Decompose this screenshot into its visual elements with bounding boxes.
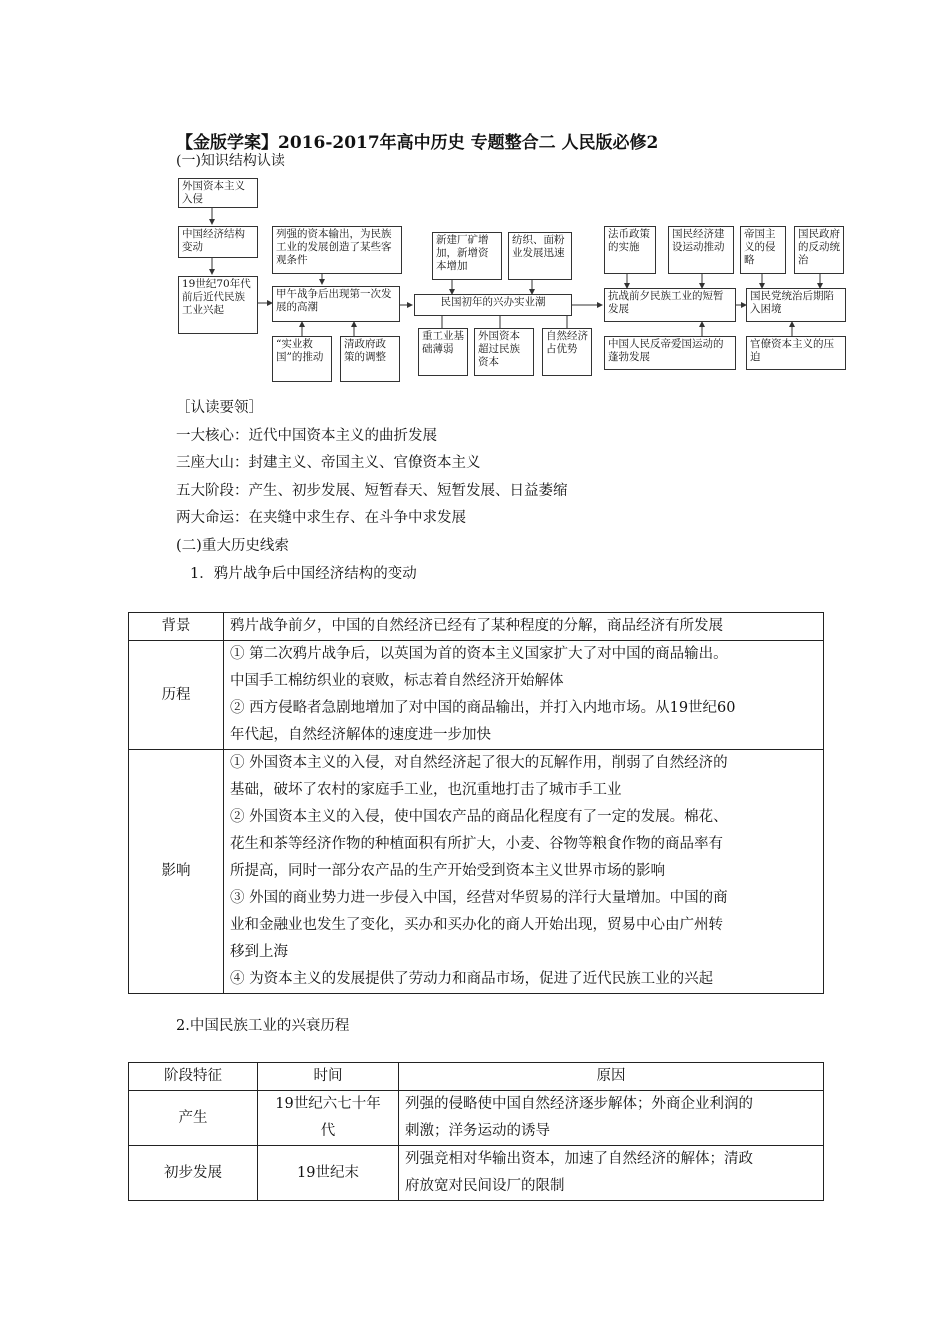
diagram-box: 清政府政策的调整 <box>340 336 400 382</box>
row-label: 历程 <box>129 641 224 750</box>
diagram-box: 甲午战争后出现第一次发展的高潮 <box>272 286 400 322</box>
content-line: 基础，破坏了农村的家庭手工业，也沉重地打击了城市手工业 <box>230 782 622 798</box>
note-line: 两大命运：在夹缝中求生存、在斗争中求发展 <box>176 510 466 526</box>
diagram-box: 重工业基础薄弱 <box>418 328 468 376</box>
section-heading-clues: (二)重大历史线索 <box>176 538 289 554</box>
stage-cell: 初步发展 <box>129 1146 258 1201</box>
diagram-box: 抗战前夕民族工业的短暂发展 <box>604 288 736 322</box>
notes-heading: ［认读要领］ <box>176 400 263 416</box>
row-label: 背景 <box>129 613 224 641</box>
table-row <box>129 750 824 994</box>
time-cell <box>258 1146 399 1201</box>
content-line: 移到上海 <box>230 944 288 960</box>
content-line: 中国手工棉纺织业的衰败，标志着自然经济开始解体 <box>230 673 564 689</box>
note-line: 一大核心：近代中国资本主义的曲折发展 <box>176 428 437 444</box>
table-row <box>129 641 824 750</box>
diagram-box: 新建厂矿增加，新增资本增加 <box>432 232 502 280</box>
row-content <box>224 613 824 641</box>
content-line: ② 西方侵略者急剧地增加了对中国的商品输出，并打入内地市场。从19世纪60 <box>230 700 736 716</box>
content-line: ③ 外国的商业势力进一步侵入中国，经营对华贸易的洋行大量增加。中国的商 <box>230 890 728 906</box>
time-cell <box>258 1091 399 1146</box>
subheading: 1．鸦片战争后中国经济结构的变动 <box>190 566 417 582</box>
diagram-box: 中国经济结构变动 <box>178 226 258 258</box>
content-line: 鸦片战争前夕，中国的自然经济已经有了某种程度的分解，商品经济有所发展 <box>230 618 723 634</box>
row-content <box>224 750 824 994</box>
note-line: 三座大山：封建主义、帝国主义、官僚资本主义 <box>176 455 481 471</box>
diagram-box: 民国初年的兴办实业潮 <box>414 294 572 316</box>
economic-structure-table <box>128 612 824 994</box>
table-header-row <box>129 1063 824 1091</box>
diagram-box: 国民党统治后期陷入困境 <box>746 288 846 322</box>
diagram-box: 国民经济建设运动推动 <box>668 226 734 274</box>
row-content <box>224 641 824 750</box>
table-row <box>129 613 824 641</box>
time-line: 19世纪末 <box>297 1164 359 1181</box>
time-line: 19世纪六七十年 <box>275 1096 381 1112</box>
content-line: ① 第二次鸦片战争后，以英国为首的资本主义国家扩大了对中国的商品输出。 <box>230 646 728 662</box>
stage-cell: 产生 <box>129 1091 258 1146</box>
diagram-box: 中国人民反帝爱国运动的蓬勃发展 <box>604 336 736 370</box>
content-line: 业和金融业也发生了变化，买办和买办化的商人开始出现，贸易中心由广州转 <box>230 917 723 933</box>
diagram-box: 纺织、面粉业发展迅速 <box>508 232 572 280</box>
reason-cell <box>399 1091 824 1146</box>
subheading: 2.中国民族工业的兴衰历程 <box>176 1018 350 1034</box>
content-line: ② 外国资本主义的入侵，使中国农产品的商品化程度有了一定的发展。棉花、 <box>230 809 728 825</box>
table-row <box>129 1091 824 1146</box>
diagram-box: 19世纪70年代前后近代民族工业兴起 <box>178 276 258 334</box>
reason-cell <box>399 1146 824 1201</box>
diagram-box: 列强的资本输出，为民族工业的发展创造了某些客观条件 <box>272 226 402 274</box>
section-heading-structure: (一)知识结构认读 <box>176 153 285 169</box>
diagram-box: 官僚资本主义的压迫 <box>746 336 846 370</box>
national-industry-table <box>128 1062 824 1201</box>
content-line: 花生和茶等经济作物的种植面积有所扩大，小麦、谷物等粮食作物的商品率有 <box>230 836 723 852</box>
diagram-box: 自然经济占优势 <box>542 328 592 376</box>
page-title: 【金版学案】2016-2017年高中历史 专题整合二 人民版必修2 <box>176 133 659 153</box>
column-header: 原因 <box>399 1063 824 1091</box>
reason-line: 列强竞相对华输出资本，加速了自然经济的解体；清政 <box>405 1151 753 1167</box>
knowledge-structure-diagram <box>172 170 852 385</box>
diagram-box: 国民政府的反动统治 <box>794 226 844 274</box>
diagram-box: 外国资本主义入侵 <box>178 178 258 208</box>
reason-line: 府放宽对民间设厂的限制 <box>405 1178 565 1194</box>
column-header: 时间 <box>258 1063 399 1091</box>
reason-line: 列强的侵略使中国自然经济逐步解体；外商企业利润的 <box>405 1096 753 1112</box>
diagram-box: “实业救国”的推动 <box>272 336 332 382</box>
diagram-box: 帝国主义的侵略 <box>740 226 786 274</box>
content-line: 年代起，自然经济解体的速度进一步加快 <box>230 727 491 743</box>
content-line: ④ 为资本主义的发展提供了劳动力和商品市场，促进了近代民族工业的兴起 <box>230 971 714 987</box>
diagram-box: 法币政策的实施 <box>604 226 656 274</box>
note-line: 五大阶段：产生、初步发展、短暂春天、短暂发展、日益萎缩 <box>176 483 568 499</box>
row-label: 影响 <box>129 750 224 994</box>
reason-line: 刺激；洋务运动的诱导 <box>405 1123 550 1139</box>
diagram-box: 外国资本超过民族资本 <box>474 328 534 376</box>
time-line: 代 <box>320 1123 336 1139</box>
content-line: 所提高，同时一部分农产品的生产开始受到资本主义世界市场的影响 <box>230 863 665 879</box>
content-line: ① 外国资本主义的入侵，对自然经济起了很大的瓦解作用，削弱了自然经济的 <box>230 755 728 771</box>
column-header: 阶段特征 <box>129 1063 258 1091</box>
table-row <box>129 1146 824 1201</box>
